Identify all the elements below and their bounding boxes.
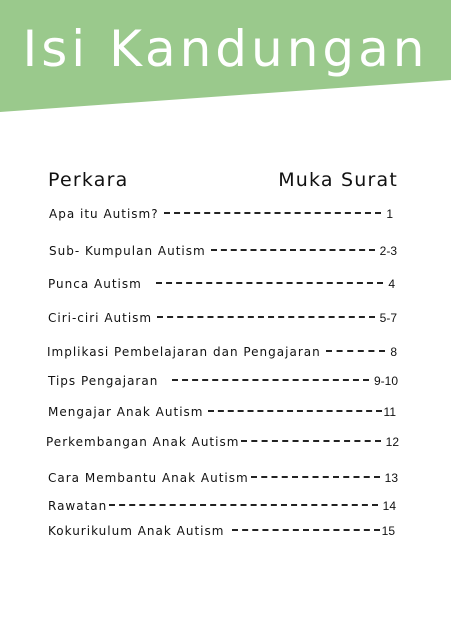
toc-entry-topic: Punca Autism <box>48 277 142 291</box>
toc-entry[interactable] <box>48 372 398 390</box>
column-header-topic: Perkara <box>48 169 129 191</box>
toc-entry-topic: Rawatan <box>48 499 108 513</box>
toc-entry-page: 12 <box>385 435 399 449</box>
column-header-page: Muka Surat <box>278 169 398 191</box>
toc-leader <box>232 529 379 531</box>
toc-entry-topic: Cara Membantu Anak Autism <box>48 471 249 485</box>
toc-leader <box>208 410 381 412</box>
toc-entry-page: 15 <box>381 524 395 538</box>
toc-entry[interactable] <box>48 497 396 515</box>
toc-leader <box>326 350 386 352</box>
toc-entry[interactable] <box>48 403 396 421</box>
toc-entry-topic: Ciri-ciri Autism <box>48 311 153 325</box>
toc-entry-page: 5-7 <box>379 311 397 325</box>
toc-entry-page: 11 <box>383 405 396 419</box>
toc-entry-topic: Mengajar Anak Autism <box>48 405 204 419</box>
toc-entry-topic: Tips Pengajaran <box>48 374 159 388</box>
page-title: Isi Kandungan <box>22 20 429 78</box>
toc-entry[interactable] <box>49 205 393 223</box>
toc-entry-page: 13 <box>384 471 398 485</box>
toc-entry[interactable] <box>48 275 395 293</box>
toc-entry-topic: Perkembangan Anak Autism <box>46 435 240 449</box>
toc-entry-page: 1 <box>386 207 393 221</box>
toc-entry[interactable] <box>48 469 398 487</box>
toc-entry-topic: Apa itu Autism? <box>49 207 159 221</box>
toc-entry-page: 4 <box>388 277 395 291</box>
toc-entry-topic: Sub- Kumpulan Autism <box>49 244 206 258</box>
toc-leader <box>156 282 384 284</box>
toc-leader <box>172 379 369 381</box>
toc-entry[interactable] <box>48 522 395 540</box>
toc-leader <box>157 316 375 318</box>
toc-entry-page: 14 <box>382 499 396 513</box>
toc-leader <box>164 212 382 214</box>
toc-leader <box>241 440 380 442</box>
toc-entry-page: 9-10 <box>373 374 398 388</box>
toc-entry[interactable] <box>46 433 399 451</box>
toc-entry-topic: Implikasi Pembelajaran dan Pengajaran <box>47 345 321 359</box>
toc-entry[interactable] <box>48 309 397 327</box>
toc-leader <box>251 476 380 478</box>
toc-entry-topic: Kokurikulum Anak Autism <box>48 524 225 538</box>
toc-leader <box>109 504 377 506</box>
toc-entry-page: 2-3 <box>379 244 397 258</box>
toc-entry[interactable] <box>47 343 397 361</box>
toc-leader <box>211 249 375 251</box>
toc-entry[interactable] <box>49 242 397 260</box>
toc-entry-page: 8 <box>390 345 397 359</box>
